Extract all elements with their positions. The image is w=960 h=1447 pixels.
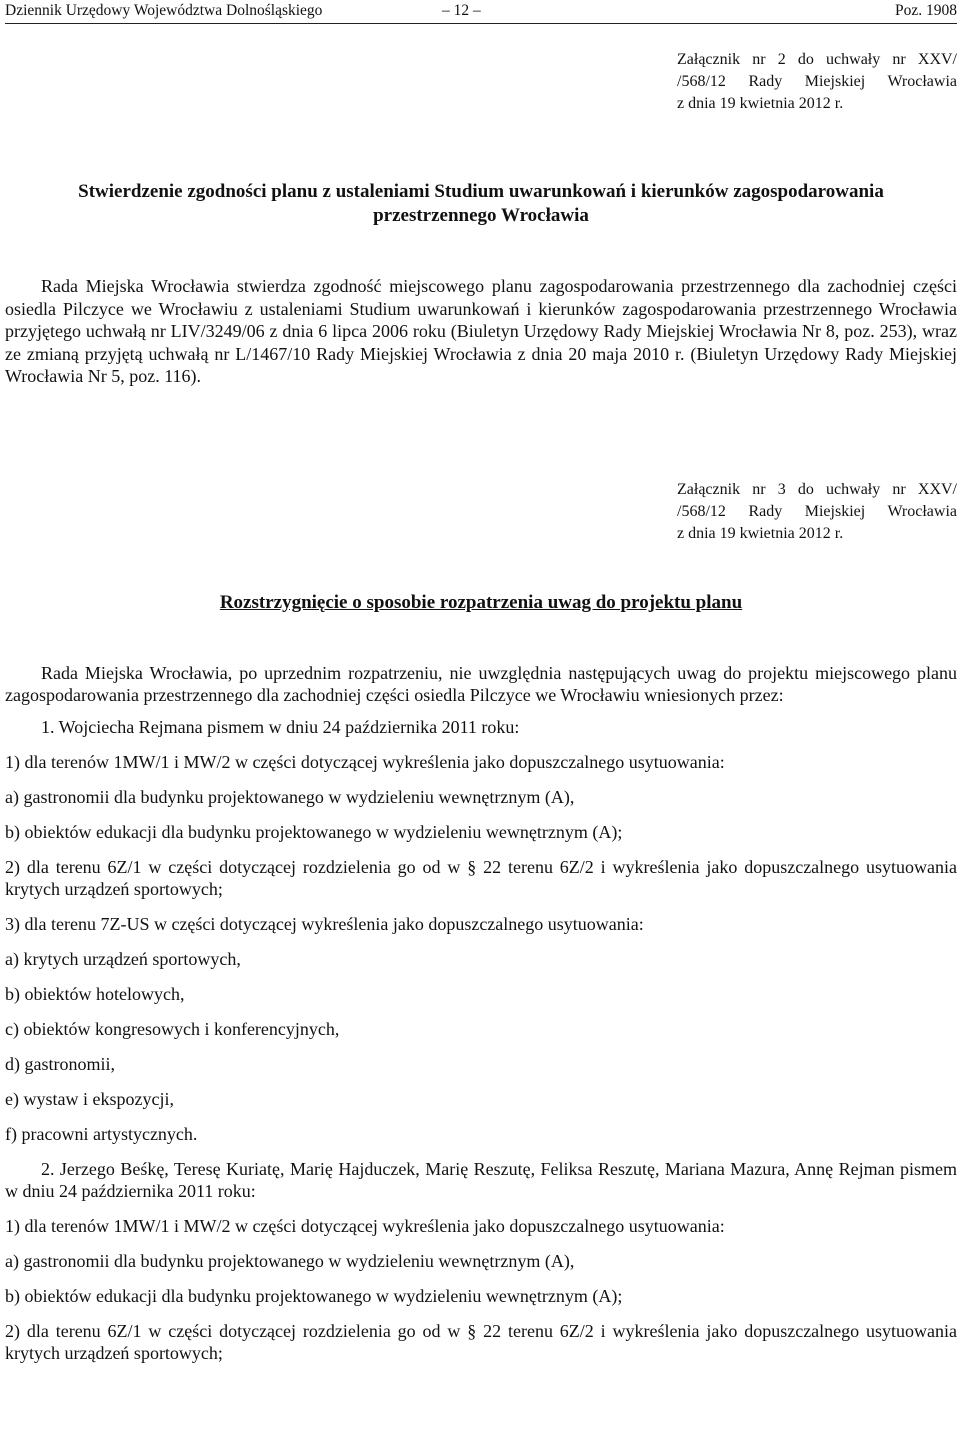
objection-1-point-3b: b) obiektów hotelowych, (5, 983, 185, 1004)
section-1-body: Rada Miejska Wrocławia stwierdza zgodność miejscowego planu zagospodarowania przestrzennego dla zachodniej części osiedla Pilczyce we Wrocławiu z ustaleniami Studium uwarunkowań i kierunków zagospodarowania przestrzennego Wrocławia przyjętego uchwałą nr LIV/3249/06 z dnia 6 lipca 2006 roku (Biuletyn Urzędowy Rady Miejskiej Wrocławia Nr 8, poz. 253), wraz ze zmianą przyjętą uchwałą nr L/1467/10 Rady Miejskiej Wrocławia z dnia 20 maja 2010 r. (Biuletyn Urzędowy Rady Miejskiej Wrocławia Nr 5, poz. 116). (5, 276, 957, 386)
objection-1-point-3e: e) wystaw i ekspozycji, (5, 1088, 174, 1109)
objection-1-point-3: 3) dla terenu 7Z-US w części dotyczącej wykreślenia jako dopuszczalnego usytuowania: (5, 913, 644, 934)
title-line: przestrzennego Wrocławia (373, 205, 589, 226)
objection-1-point-1b: b) obiektów edukacji dla budynku projektowanego w wydzieleniu wewnętrznym (A); (5, 821, 623, 842)
section-1-title (5, 180, 957, 228)
objection-1-point-3d: d) gastronomii, (5, 1053, 115, 1074)
objection-1-point-3a: a) krytych urządzeń sportowych, (5, 948, 241, 969)
objection-1-point-1a: a) gastronomii dla budynku projektowanego w wydzieleniu wewnętrznym (A), (5, 786, 575, 807)
objection-2-point-2: 2) dla terenu 6Z/1 w części dotyczącej rozdzielenia go od w § 22 terenu 6Z/2 i wykreślenia jako dopuszczalnego usytuowania krytych urządzeń sportowych; (5, 1320, 957, 1363)
attachment-line: Załącznik nr 2 do uchwały nr XXV/ (677, 51, 957, 68)
page-header (5, 0, 957, 24)
title-line: Stwierdzenie zgodności planu z ustaleniami Studium uwarunkowań i kierunków zagospodarowania (78, 181, 884, 202)
section-2-intro: Rada Miejska Wrocławia, po uprzednim rozpatrzeniu, nie uwzględnia następujących uwag do projektu miejscowego planu zagospodarowania przestrzennego dla zachodniej części osiedla Pilczyce we Wrocławiu wniesionych przez: (5, 662, 957, 705)
attachment-date: z dnia 19 kwietnia 2012 r. (677, 95, 844, 112)
attachment-line: Załącznik nr 3 do uchwały nr XXV/ (677, 480, 957, 498)
objection-2-point-1a: a) gastronomii dla budynku projektowanego w wydzieleniu wewnętrznym (A), (5, 1250, 575, 1271)
section-2-title: Rozstrzygnięcie o sposobie rozpatrzenia uwag do projektu planu (219, 591, 743, 613)
document-page (5, 0, 957, 1365)
objection-1: 1. Wojciecha Rejmana pismem w dniu 24 października 2011 roku: (41, 716, 520, 737)
objection-2-point-1: 1) dla terenów 1MW/1 i MW/2 w części dotyczącej wykreślenia jako dopuszczalnego usytuowania: (5, 1215, 725, 1236)
objection-1-point-2: 2) dla terenu 6Z/1 w części dotyczącej rozdzielenia go od w § 22 terenu 6Z/2 i wykreślenia jako dopuszczalnego usytuowania krytych urządzeń sportowych; (5, 856, 957, 899)
attachment-line: /568/12 Rady Miejskiej Wrocławia (677, 502, 957, 520)
objection-1-point-3f: f) pracowni artystycznych. (5, 1123, 198, 1144)
page-number: – 12 – (442, 2, 481, 19)
position-number: Poz. 1908 (895, 2, 957, 19)
attachment-2-note (677, 49, 957, 115)
journal-title: Dziennik Urzędowy Województwa Dolnośląskiego (5, 2, 323, 19)
objection-2-point-1b: b) obiektów edukacji dla budynku projektowanego w wydzieleniu wewnętrznym (A); (5, 1285, 623, 1306)
attachment-3-note (677, 479, 957, 545)
objection-1-point-1: 1) dla terenów 1MW/1 i MW/2 w części dotyczącej wykreślenia jako dopuszczalnego usytuowania: (5, 751, 725, 772)
attachment-date: z dnia 19 kwietnia 2012 r. (677, 524, 844, 542)
objection-1-point-3c: c) obiektów kongresowych i konferencyjnych, (5, 1018, 340, 1039)
objection-2: 2. Jerzego Beśkę, Teresę Kuriatę, Marię Hajduczek, Marię Reszutę, Feliksa Reszutę, Mariana Mazura, Annę Rejman pismem w dniu 24 października 2011 roku: (5, 1158, 957, 1201)
attachment-line: /568/12 Rady Miejskiej Wrocławia (677, 73, 957, 90)
